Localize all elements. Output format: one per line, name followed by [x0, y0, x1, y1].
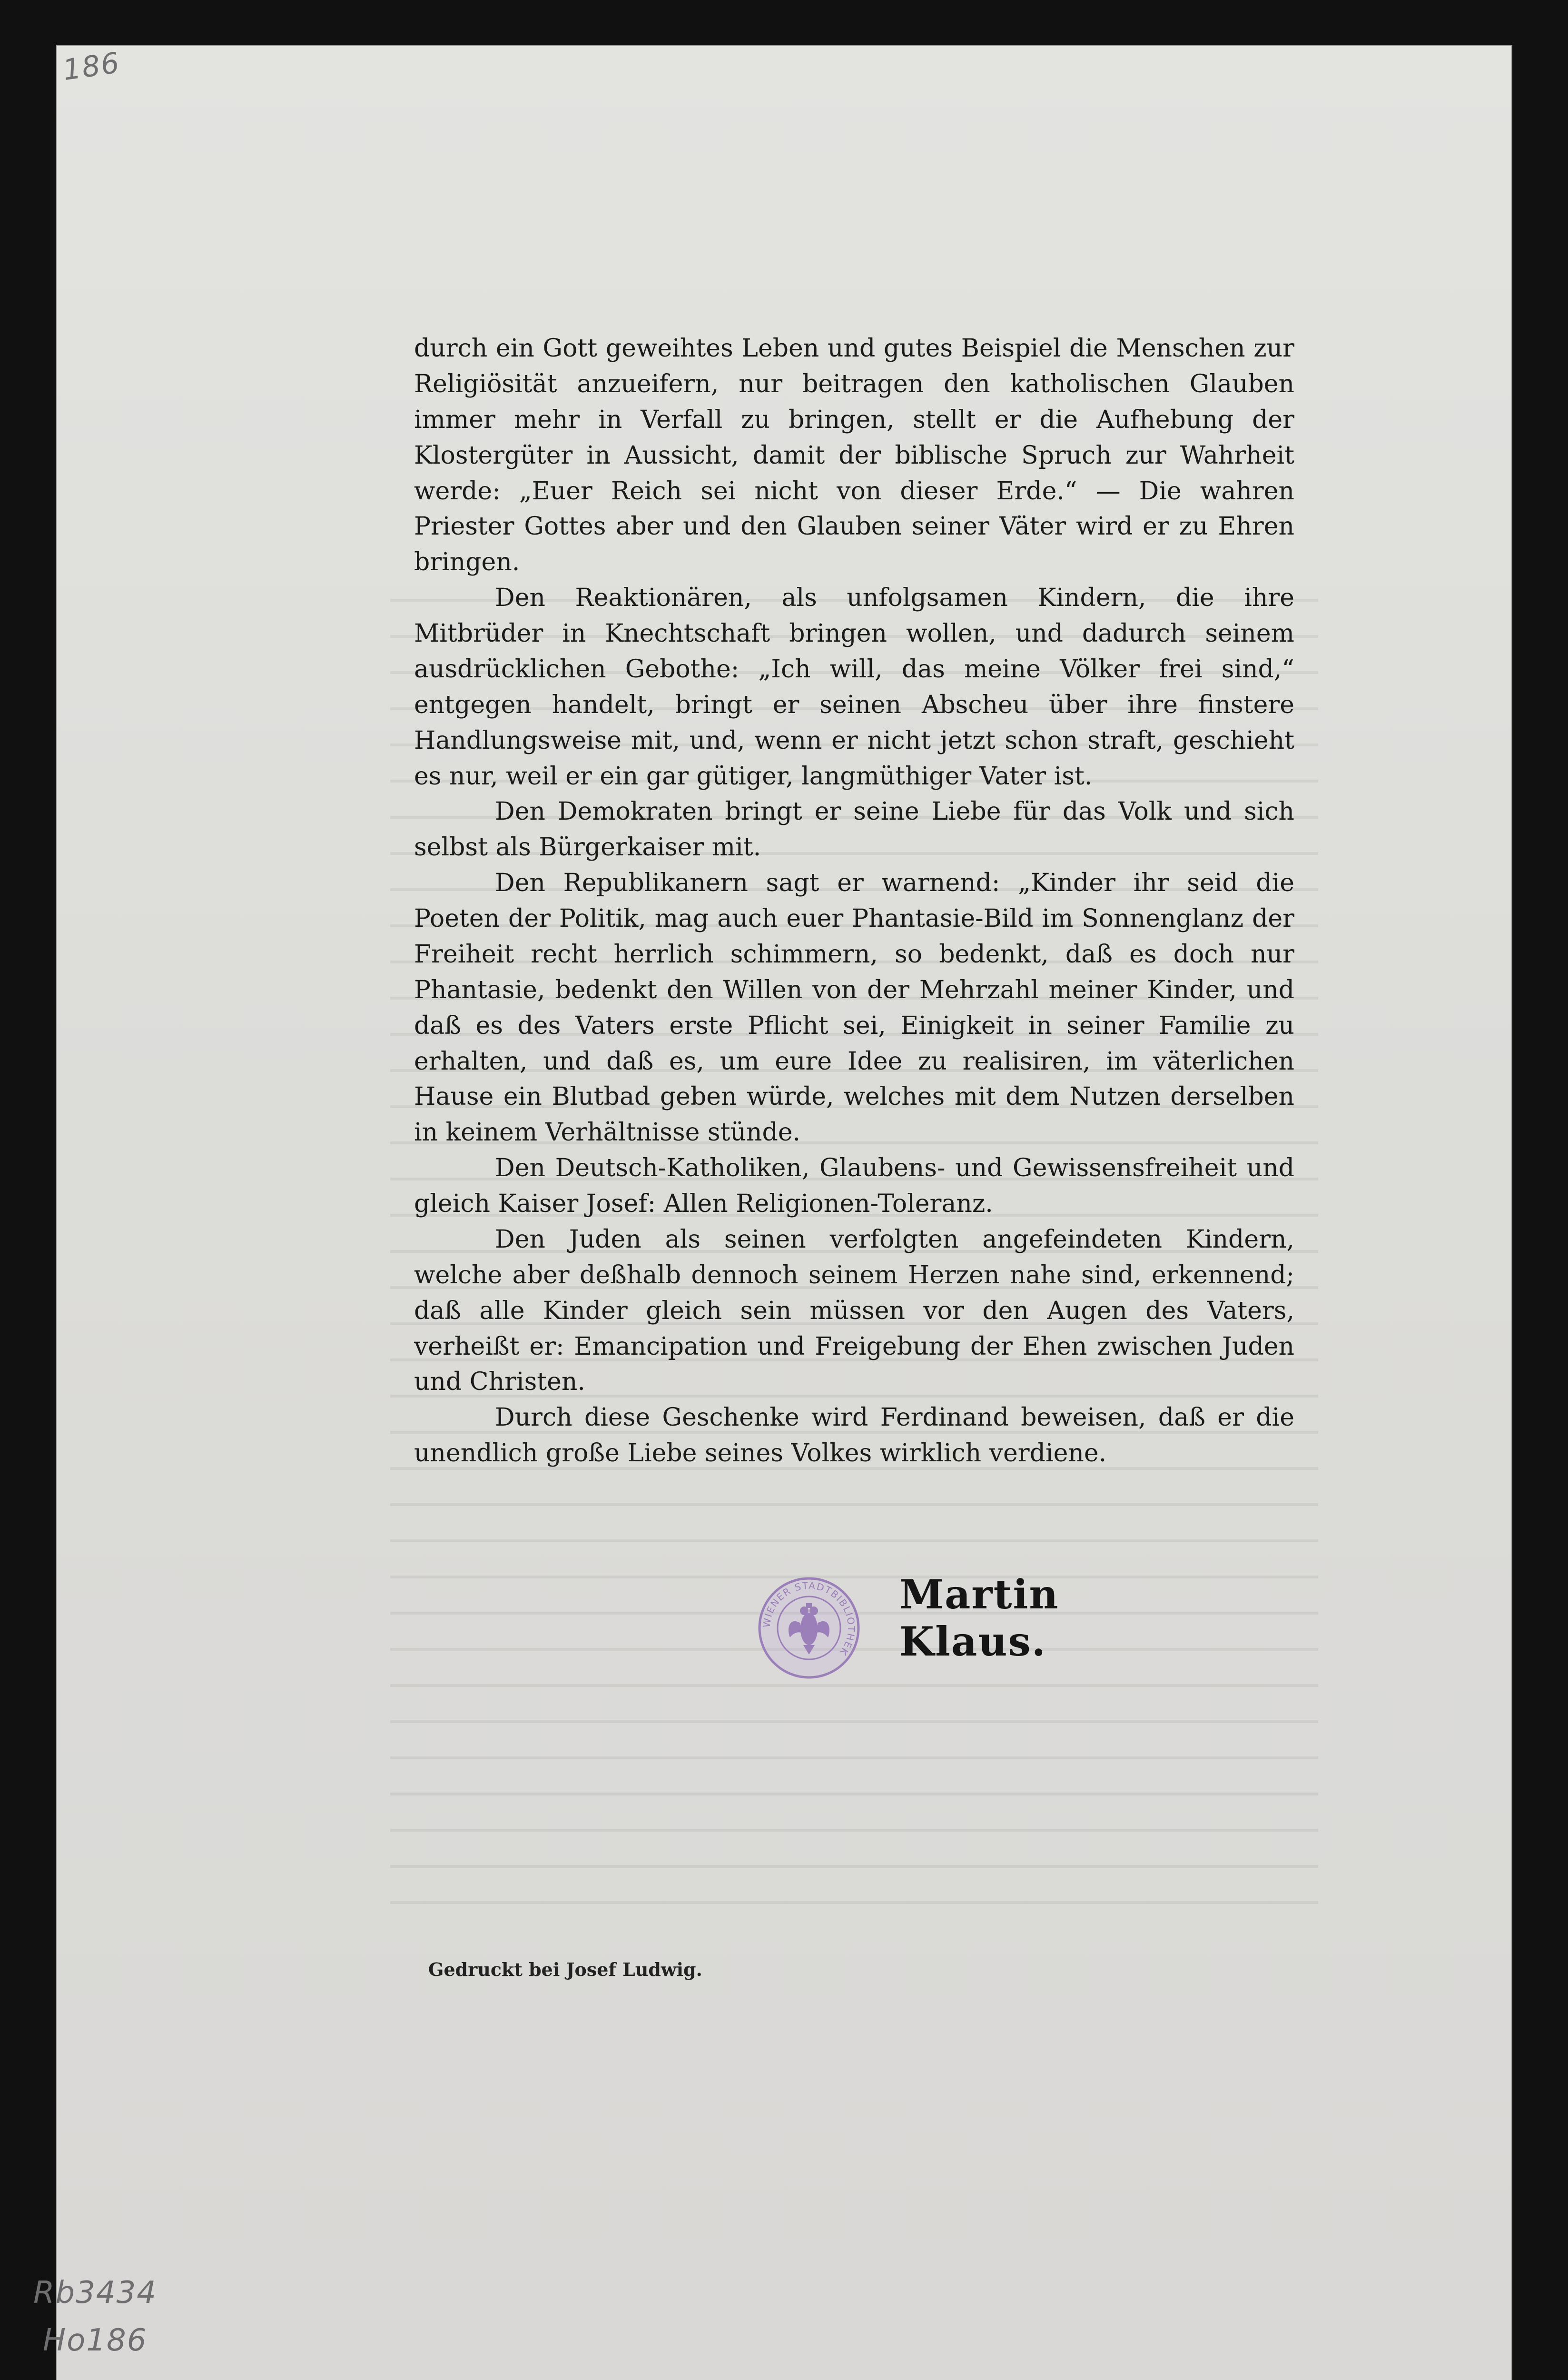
paragraph-3: Den Demokraten bringt er seine Liebe für das Volk und sich selbst als Bürgerkaiser mit. — [414, 797, 1294, 862]
paragraph-6: Den Juden als seinen verfolgten angefeindeten Kindern, welche aber deßhalb dennoch seinem Herzen nahe sind, erkennend; daß alle Kinder gleich sein müssen vor den Augen des Vaters, verheißt er: Emancipation und Freigebung der Ehen zwischen Juden und Christen. — [414, 1225, 1294, 1397]
paragraph-5: Den Deutsch-Katholiken, Glaubens- und Gewissensfreiheit und gleich Kaiser Josef: Allen Religionen-Toleranz. — [414, 1154, 1294, 1218]
shelfmark-note-2: Ho186 — [43, 2323, 148, 2358]
printer-imprint: Gedruckt bei Josef Ludwig. — [428, 1959, 702, 1980]
paragraph-2: Den Reaktionären, als unfolgsamen Kindern, die ihre Mitbrüder in Knechtschaft bringen wollen, und dadurch seinem ausdrücklichen Gebothe: „Ich will, das meine Völker frei sind,“ entgegen handelt, bringt er seinen Abscheu über ihre finstere Handlungsweise mit, und, wenn er nicht jetzt schon straft, geschieht es nur, weil er ein gar gütiger, langmüthiger Vater ist. — [414, 584, 1294, 791]
folio-number: 186 — [60, 46, 122, 88]
paragraph-1: durch ein Gott geweihtes Leben und gutes Beispiel die Menschen zur Religiösität anzueifern, nur beitragen den katholischen Glauben immer mehr in Verfall zu bringen, stellt er die Aufhebung der Klostergüter in Aussicht, damit der biblische Spruch zur Wahrheit werde: „Euer Reich sei nicht von dieser Erde.“ — Die wahren Priester Gottes aber und den Glauben seiner Väter wird er zu Ehren bringen. — [414, 334, 1294, 577]
document-body — [414, 331, 1294, 1471]
paragraph-7: Durch diese Geschenke wird Ferdinand beweisen, daß er die unendlich große Liebe seines Volkes wirklich verdiene. — [414, 1403, 1294, 1468]
stamp-ring-text: WIENER STADTBIBLIOTHEK — [760, 1579, 858, 1658]
paragraph-4: Den Republikanern sagt er warnend: „Kinder ihr seid die Poeten der Politik, mag auch euer Phantasie-Bild im Sonnenglanz der Freiheit recht herrlich schimmern, so bedenkt, daß es doch nur Phantasie, bedenkt den Willen von der Mehrzahl meiner Kinder, und daß es des Vaters erste Pflicht sei, Einigkeit in seiner Familie zu erhalten, und daß es, um eure Idee zu realisiren, im väterlichen Hause ein Blutbad geben würde, welches mit dem Nutzen derselben in keinem Verhältnisse stünde. — [414, 869, 1294, 1147]
library-stamp — [757, 1576, 861, 1680]
author-signature: Martin Klaus. — [899, 1571, 1059, 1665]
shelfmark-note-1: Rb3434 — [33, 2275, 157, 2311]
